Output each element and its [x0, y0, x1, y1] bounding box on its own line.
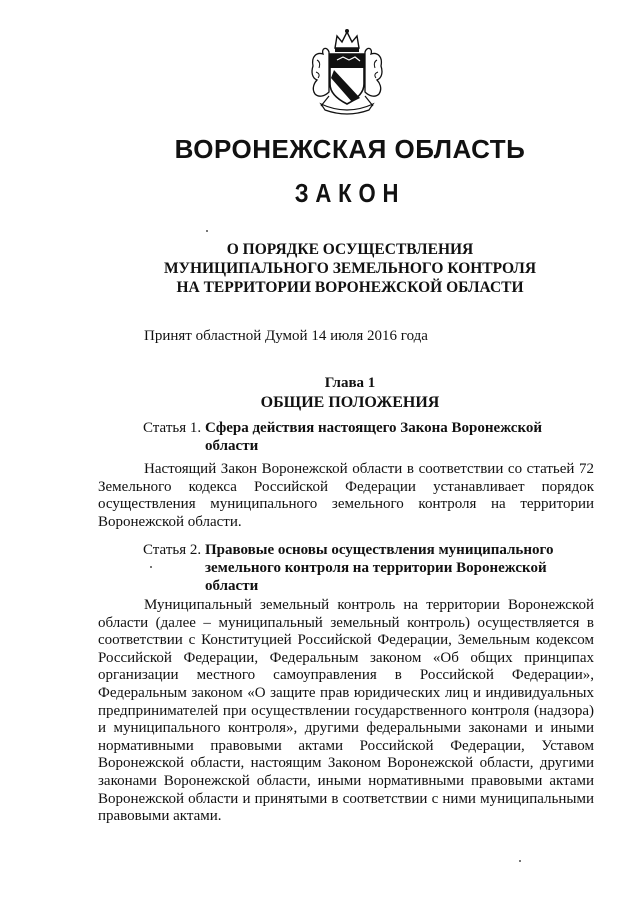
scan-speck [150, 566, 152, 568]
law-subject [100, 240, 600, 297]
chapter-number: Глава 1 [324, 375, 376, 391]
scan-speck [519, 860, 521, 862]
article-2-text: Муниципальный земельный контроль на территории Воронежской области (далее – муниципальный земельный контроль) осуществляется в соответствии с Конституцией Российской Федерации, Земельным кодексом Российской Федерации, Федеральным законом «Об общих принципах организации местного самоуправления в Российской Федерации», Федеральным законом «О защите прав юридических лиц и индивидуальных предпринимателей при осуществлении государственного контроля (надзора) и муниципального контроля», другими федеральными законами и иными нормативными правовыми актами Российской Федерации, Уставом Воронежской области, настоящим Законом Воронежской области, другими законами Воронежской области, иными нормативными правовыми актами Воронежской области и принятыми в соответствии с ними муниципальными правовыми актами. [98, 597, 594, 825]
region-title: ВОРОНЕЖСКАЯ ОБЛАСТЬ [174, 134, 526, 164]
law-subject-line: МУНИЦИПАЛЬНОГО ЗЕМЕЛЬНОГО КОНТРОЛЯ [163, 260, 537, 277]
article-1-text: Настоящий Закон Воронежской области в соответствии со статьей 72 Земельного кодекса Российской Федерации устанавливает порядок осуществления муниципального земельного контроля на территории Воронежской области. [98, 461, 594, 530]
article-title: Сфера действия настоящего Закона Воронежской области [205, 420, 543, 454]
coat-of-arms-icon [307, 26, 387, 116]
article-label: Статья 1. [143, 420, 202, 436]
article-label: Статья 2. [143, 542, 202, 558]
article-title: Правовые основы осуществления муниципального земельного контроля на территории Воронежской области [205, 542, 554, 594]
scan-speck [206, 230, 208, 232]
chapter-title: ОБЩИЕ ПОЛОЖЕНИЯ [260, 394, 440, 411]
law-subject-line: О ПОРЯДКЕ ОСУЩЕСТВЛЕНИЯ [226, 241, 474, 258]
law-subject-line: НА ТЕРРИТОРИИ ВОРОНЕЖСКОЙ ОБЛАСТИ [176, 279, 524, 296]
law-title: ЗАКОН [294, 178, 406, 208]
adoption-date: Принят областной Думой 14 июля 2016 года [144, 328, 428, 344]
